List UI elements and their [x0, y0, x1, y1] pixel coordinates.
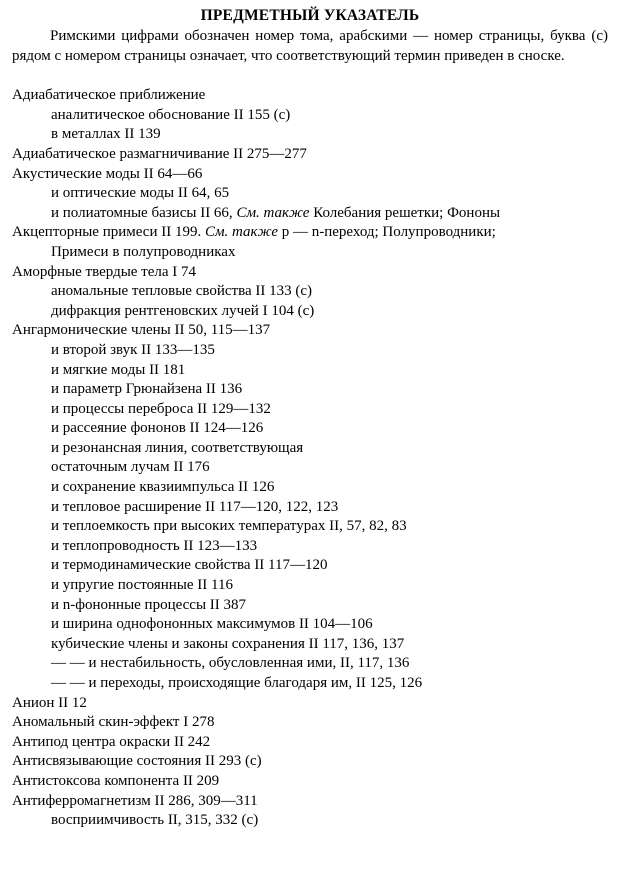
index-subentry	[12, 243, 608, 263]
entry-text: дифракция рентгеновских лучей I 104 (с)	[51, 302, 315, 319]
index-entry	[12, 165, 608, 185]
index-entry	[12, 772, 608, 792]
entry-text: восприимчивость II, 315, 332 (с)	[51, 812, 259, 829]
index-subentry	[12, 458, 608, 478]
entry-text: и второй звук II 133—135	[51, 341, 215, 358]
see-also-label: См. также	[236, 204, 310, 221]
entry-text: и рассеяние фононов II 124—126	[51, 420, 264, 437]
index-subentry	[12, 556, 608, 576]
index-subentry	[12, 635, 608, 655]
entry-text: — — и переходы, происходящие благодаря им, II 125, 126	[51, 675, 423, 691]
entry-text: Антистоксова компонента II 209	[12, 772, 220, 789]
entry-text: — — и нестабильность, обусловленная ими, II, 117, 136	[51, 655, 410, 672]
index-subentry	[12, 184, 608, 204]
index-subentry	[12, 361, 608, 381]
index-entry	[12, 713, 608, 733]
intro-paragraph: Римскими цифрами обозначен номер тома, арабскими — номер страницы, буква (с) рядом с номером страницы означает, что соответствующий термин приведен в сноске.	[12, 28, 608, 64]
entry-text: и теплоемкость при высоких температурах II, 57, 82, 83	[51, 518, 407, 535]
page-title: ПРЕДМЕТНЫЙ УКАЗАТЕЛЬ	[200, 7, 420, 24]
index-subentry	[12, 478, 608, 498]
entry-text: Адиабатическое приближение	[12, 87, 206, 104]
entry-text: и резонансная линия, соответствующая	[51, 439, 304, 456]
entry-text: и полиатомные базисы II 66,	[51, 204, 237, 221]
entry-text: Акустические моды II 64—66	[12, 165, 203, 182]
index-subentry	[12, 400, 608, 420]
index-subentry	[12, 282, 608, 302]
see-also-targets: Колебания решетки; Фононы	[309, 204, 501, 221]
entry-text: и процессы переброса II 129—132	[51, 400, 271, 417]
entry-text: и параметр Грюнайзена II 136	[51, 381, 243, 398]
entry-text: остаточным лучам II 176	[51, 459, 210, 476]
index-entries	[12, 86, 608, 831]
entry-text: кубические члены и законы сохранения II 117, 136, 137	[51, 635, 405, 652]
index-subentry	[12, 811, 608, 831]
index-subentry	[12, 576, 608, 596]
entry-text: и ширина однофононных максимумов II 104—106	[51, 616, 373, 633]
entry-text: Адиабатическое размагничивание II 275—277	[12, 145, 307, 162]
index-entry	[12, 694, 608, 714]
entry-text: Антисвязывающие состояния II 293 (с)	[12, 753, 262, 770]
index-entry	[12, 792, 608, 812]
index-subentry	[12, 596, 608, 616]
index-subentry	[12, 537, 608, 557]
index-subentry	[12, 125, 608, 145]
index-subentry	[12, 380, 608, 400]
index-entry	[12, 145, 608, 165]
entry-text: и термодинамические свойства II 117—120	[51, 557, 328, 574]
see-also-targets: p — n-переход; Полупроводники;	[278, 224, 496, 241]
index-entry	[12, 86, 608, 106]
entry-text: и n-фононные процессы II 387	[51, 596, 247, 613]
index-entry	[12, 321, 608, 341]
index-subentry	[12, 654, 608, 674]
index-entry	[12, 733, 608, 753]
index-subentry	[12, 674, 608, 694]
entry-text: Ангармонические члены II 50, 115—137	[12, 322, 271, 339]
index-subentry	[12, 517, 608, 537]
index-entry	[12, 752, 608, 772]
entry-text: и мягкие моды II 181	[51, 361, 186, 378]
entry-text: Анион II 12	[12, 694, 87, 711]
see-also-label: См. также	[204, 224, 278, 241]
index-page	[12, 6, 608, 831]
entry-text: Аномальный скин-эффект I 278	[12, 714, 215, 731]
entry-text: Аморфные твердые тела I 74	[12, 263, 197, 280]
entry-text: Примеси в полупроводниках	[51, 243, 236, 260]
entry-text: в металлах II 139	[51, 126, 161, 143]
index-subentry	[12, 419, 608, 439]
entry-text: и упругие постоянные II 116	[51, 577, 233, 594]
index-subentry	[12, 106, 608, 126]
index-subentry	[12, 439, 608, 459]
entry-text: и тепловое расширение II 117—120, 122, 123	[51, 498, 339, 515]
index-subentry	[12, 498, 608, 518]
index-entry	[12, 263, 608, 283]
index-subentry	[12, 204, 608, 224]
entry-text: и оптические моды II 64, 65	[51, 185, 230, 202]
index-subentry	[12, 341, 608, 361]
entry-text: аномальные тепловые свойства II 133 (с)	[51, 283, 313, 300]
entry-text: Антипод центра окраски II 242	[12, 733, 211, 750]
entry-text: Антиферромагнетизм II 286, 309—311	[12, 792, 258, 809]
entry-text: аналитическое обоснование II 155 (с)	[51, 106, 291, 123]
entry-text: и сохранение квазиимпульса II 126	[51, 479, 275, 496]
entry-text: и теплопроводность II 123—133	[51, 537, 258, 554]
index-subentry	[12, 615, 608, 635]
index-subentry	[12, 302, 608, 322]
entry-text: Акцепторные примеси II 199.	[12, 224, 205, 241]
index-entry	[12, 223, 608, 243]
